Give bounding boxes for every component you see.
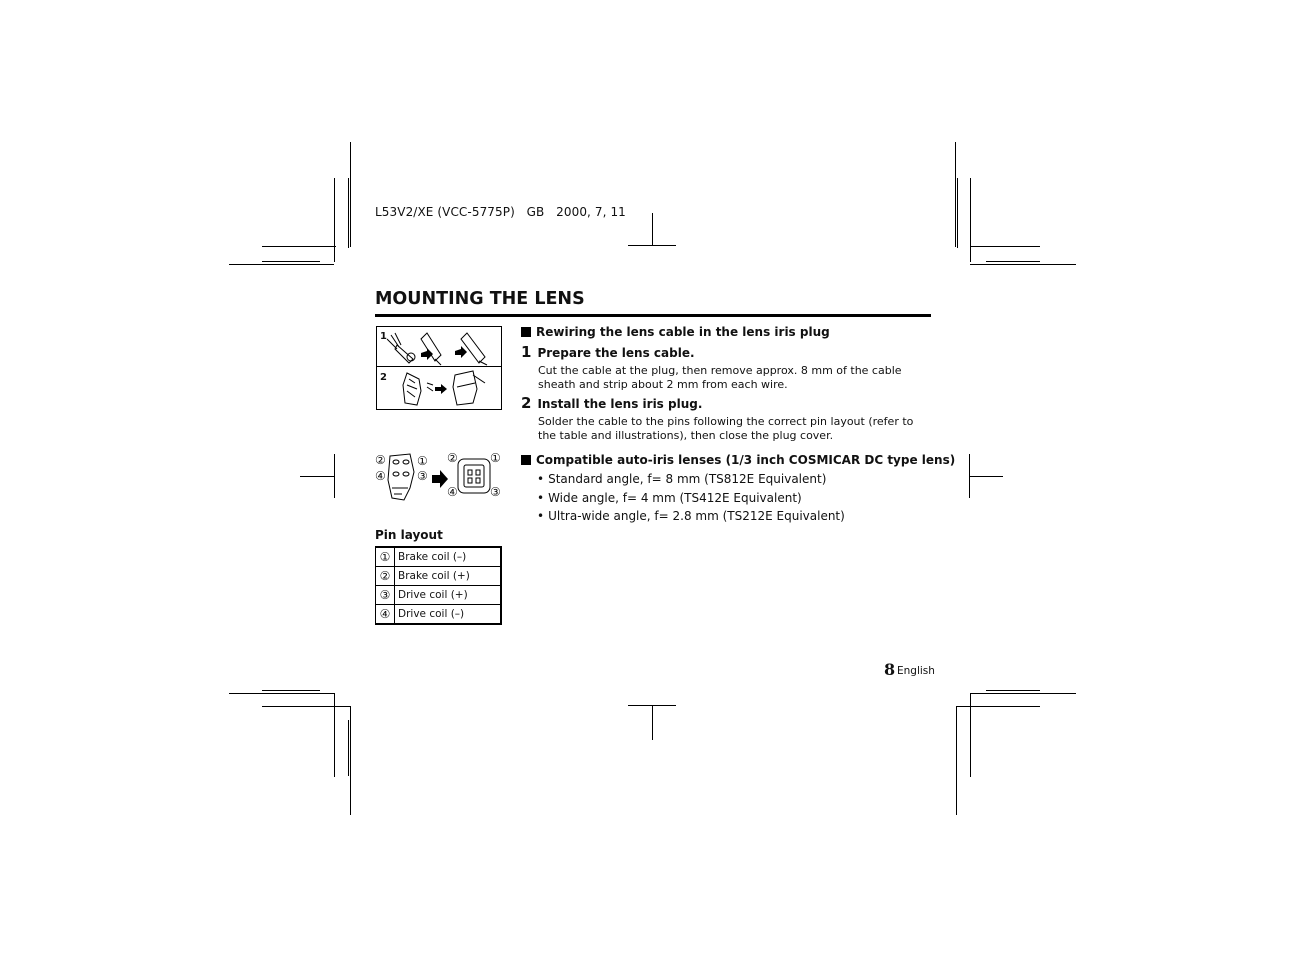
table-row: ① Brake coil (–): [376, 547, 502, 567]
step-1-text: Cut the cable at the plug, then remove approx. 8 mm of the cable sheath and strip about 2 mm from each wire.: [538, 364, 902, 391]
document-code-line: L53V2/XE (VCC-5775P) GB 2000, 7, 11: [375, 205, 626, 219]
table-row: ③ Drive coil (+): [376, 586, 502, 605]
cable-illustration-box: [376, 326, 502, 410]
page-title: MOUNTING THE LENS: [375, 289, 585, 309]
step-2-text: Solder the cable to the pins following the correct pin layout (refer to the table and illustrations), then close the plug cover.: [538, 415, 914, 442]
list-item: • Ultra-wide angle, f= 2.8 mm (TS212E Equivalent): [537, 509, 845, 523]
figure-2-label: 2: [380, 372, 387, 383]
list-item: • Standard angle, f= 8 mm (TS812E Equivalent): [537, 472, 826, 486]
step-2-title: 2 Install the lens iris plug.: [521, 394, 703, 412]
pin-3-marker: ③: [417, 469, 428, 483]
plug-pin-4-marker: ④: [447, 485, 458, 499]
table-row: ④ Drive coil (–): [376, 605, 502, 625]
plug-pin-2-marker: ②: [447, 451, 458, 465]
pin-4-marker: ④: [375, 469, 386, 483]
figure-1-label: 1: [380, 331, 387, 342]
square-bullet-icon: [521, 327, 531, 337]
page-number: 8: [884, 660, 896, 679]
title-rule: [375, 314, 931, 317]
pin-layout-title: Pin layout: [375, 528, 443, 542]
pin-2-marker: ②: [375, 453, 386, 467]
cable-plug-illustration: [377, 327, 501, 409]
pin-layout-illustration: [374, 450, 504, 505]
compatible-lenses-heading: Compatible auto-iris lenses (1/3 inch COSMICAR DC type lens): [521, 453, 955, 467]
pin-1-marker: ①: [417, 454, 428, 468]
square-bullet-icon: [521, 455, 531, 465]
pin-layout-table: [375, 546, 502, 625]
rewiring-heading: Rewiring the lens cable in the lens iris plug: [521, 325, 830, 339]
plug-pin-3-marker: ③: [490, 485, 501, 499]
table-row: ② Brake coil (+): [376, 567, 502, 586]
list-item: • Wide angle, f= 4 mm (TS412E Equivalent): [537, 491, 802, 505]
plug-pin-1-marker: ①: [490, 451, 501, 465]
step-1-title: 1 Prepare the lens cable.: [521, 343, 695, 361]
page-language: English: [897, 665, 935, 677]
